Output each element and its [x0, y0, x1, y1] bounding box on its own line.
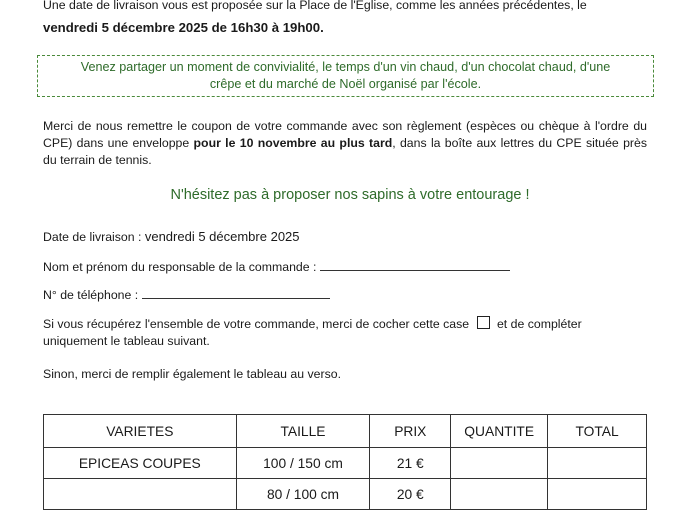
delivery-label: Date de livraison : — [43, 230, 145, 244]
delivery-date-line — [43, 229, 300, 244]
cell-variety: EPICEAS COUPES — [44, 448, 237, 479]
header-prix: PRIX — [370, 415, 451, 448]
cell-quantity-input[interactable] — [451, 479, 548, 510]
checkbox-text-before: Si vous récupérez l'ensemble de votre commande, merci de cocher cette case — [43, 317, 470, 331]
intro-line-1: Une date de livraison vous est proposée sur la Place de l'Eglise, comme les années précédentes, le — [43, 0, 587, 12]
table-row — [44, 448, 647, 479]
instructions-part-1: Merci de nous remettre le coupon de votre commande avec son règlement (espèces ou chèque à l'ordre du CPE) dans une enveloppe — [43, 119, 647, 150]
collect-all-checkbox[interactable] — [477, 316, 490, 329]
delivery-value: vendredi 5 décembre 2025 — [144, 229, 300, 244]
conviviality-box — [37, 55, 654, 97]
conviviality-line-2: crêpe et du marché de Noël organisé par l'école. — [209, 77, 482, 91]
otherwise-text: Sinon, merci de remplir également le tableau au verso. — [43, 367, 342, 381]
delivery-date-highlight: vendredi 5 décembre 2025 de 16h30 à 19h00. — [43, 20, 324, 35]
conviviality-line-1: Venez partager un moment de convivialité, le temps d'un vin chaud, d'un chocolat chaud, d'une — [80, 60, 611, 74]
header-varietes: VARIETES — [44, 415, 237, 448]
cell-price: 21 € — [370, 448, 451, 479]
cell-size: 80 / 100 cm — [236, 479, 370, 510]
cell-quantity-input[interactable] — [451, 448, 548, 479]
header-quantite: QUANTITE — [451, 415, 548, 448]
instructions-part-3: , dans la boîte aux lettres du CPE située près du terrain de tennis. — [43, 136, 647, 167]
checkbox-instructions — [43, 316, 647, 350]
deadline-text: pour le 10 novembre au plus tard — [193, 136, 393, 150]
phone-label: N° de téléphone : — [43, 288, 142, 302]
header-total: TOTAL — [548, 415, 647, 448]
phone-line — [43, 286, 330, 302]
cell-total-input[interactable] — [548, 479, 647, 510]
cell-size: 100 / 150 cm — [236, 448, 370, 479]
header-taille: TAILLE — [236, 415, 370, 448]
cell-total-input[interactable] — [548, 448, 647, 479]
name-line — [43, 258, 510, 274]
checkbox-text-line-2: uniquement le tableau suivant. — [43, 334, 210, 348]
checkbox-text-after: et de compléter — [496, 317, 582, 331]
instructions-paragraph — [43, 118, 647, 169]
cell-variety — [44, 479, 237, 510]
cell-price: 20 € — [370, 479, 451, 510]
name-label: Nom et prénom du responsable de la commande : — [43, 260, 320, 274]
name-field[interactable] — [320, 258, 510, 271]
table-header-row — [44, 415, 647, 448]
phone-field[interactable] — [142, 286, 330, 299]
promo-text: N'hésitez pas à proposer nos sapins à votre entourage ! — [170, 187, 530, 203]
table-row — [44, 479, 647, 510]
order-table — [43, 414, 647, 510]
